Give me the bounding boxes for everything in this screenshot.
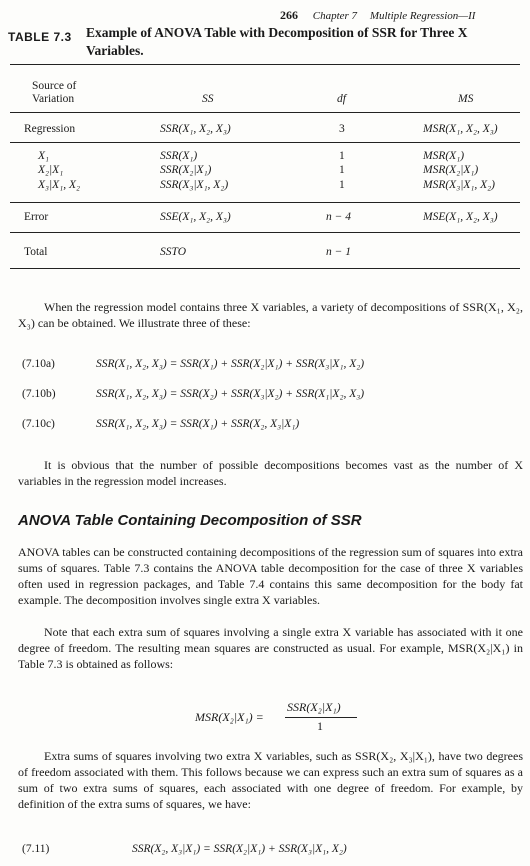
table-title: Example of ANOVA Table with Decomposition of SSR for Three X Variables. bbox=[86, 25, 468, 58]
chapter-label: Chapter 7 bbox=[312, 10, 358, 22]
col-header-ms: MS bbox=[458, 93, 474, 105]
section-heading: ANOVA Table Containing Decomposition of SSR bbox=[18, 512, 362, 529]
running-head bbox=[280, 8, 475, 23]
col-header-source: Source of Variation bbox=[32, 80, 77, 105]
row-x3-source: X₃|X₁, X₂ bbox=[38, 179, 80, 191]
equation-body: SSR(X₁, X₂, X₃) = SSR(X₁) + SSR(X₂, X₃|X₁) bbox=[96, 418, 300, 430]
row-x1-ms: MSR(X₁) bbox=[423, 150, 465, 162]
section-paragraph-1: ANOVA tables can be constructed containing decompositions of the regression sum of squares into extra sums of squares. Table 7.3 contains the ANOVA table decomposition for the case of three X variables often used in regression packages, and Table 7.4 contains this same decomposition for the body fat example. The decomposition involves single extra X variables. bbox=[18, 545, 523, 607]
equation-body: SSR(X₁, X₂, X₃) = SSR(X₂) + SSR(X₃|X₂) + SSR(X₁|X₂, X₃) bbox=[96, 388, 365, 400]
row-x1-df: 1 bbox=[339, 150, 345, 162]
row-x2-df: 1 bbox=[339, 164, 345, 176]
header-rule bbox=[10, 112, 520, 113]
row-x3-ss: SSR(X₃|X₁, X₂) bbox=[160, 179, 229, 191]
equation-number: (7.10b) bbox=[22, 388, 56, 400]
row-error-df: n − 4 bbox=[326, 211, 352, 223]
fraction-bar bbox=[285, 717, 357, 718]
regression-rule bbox=[10, 142, 520, 143]
error-rule bbox=[10, 232, 520, 233]
equation-number: (7.11) bbox=[22, 843, 50, 855]
equation-number: (7.10c) bbox=[22, 418, 55, 430]
section-paragraph-2: Note that each extra sum of squares involving a single extra X variable has associated with it one degree of freedom. The resulting mean squares are constructed as usual. For example, MSR(X₂|X₁) in Table 7.3 is obtained as follows: bbox=[18, 625, 523, 671]
row-x1-ss: SSR(X₁) bbox=[160, 150, 198, 162]
table-bottom-rule bbox=[10, 268, 520, 269]
row-x2-ss: SSR(X₂|X₁) bbox=[160, 164, 212, 176]
row-x2-source: X₂|X₁ bbox=[38, 164, 64, 176]
row-regression-df: 3 bbox=[339, 123, 345, 135]
section-paragraph-3: Extra sums of squares involving two extra X variables, such as SSR(X₂, X₃|X₁), have two degrees of freedom associated with them. This follows because we can express such an extra sum of squares as a sum of two extra sums of squares, each associated with one degree of freedom. For example, by definition of the extra sums of squares, we have: bbox=[18, 749, 523, 811]
row-x3-ms: MSR(X₃|X₁, X₂) bbox=[423, 179, 495, 191]
row-x2-ms: MSR(X₂|X₁) bbox=[423, 164, 479, 176]
row-regression-ms: MSR(X₁, X₂, X₃) bbox=[423, 123, 498, 135]
fraction-numerator: SSR(X₂|X₁) bbox=[287, 700, 341, 714]
row-total-df: n − 1 bbox=[326, 246, 352, 258]
section-label: Multiple Regression—II bbox=[369, 10, 476, 22]
row-total-source: Total bbox=[24, 246, 48, 258]
row-x3-df: 1 bbox=[339, 179, 345, 191]
intro-paragraph: When the regression model contains three X variables, a variety of decompositions of SSR(X₁, X₂, X₃) can be obtained. We illustrate three of these: bbox=[18, 300, 523, 330]
table-label: TABLE 7.3 bbox=[8, 30, 72, 44]
equation-number: (7.10a) bbox=[22, 358, 55, 370]
page-number: 266 bbox=[280, 8, 298, 22]
decomposition-paragraph: It is obvious that the number of possible decompositions becomes vast as the number of X variables in the regression model increases. bbox=[18, 458, 523, 488]
fraction-denominator: 1 bbox=[317, 719, 323, 733]
row-x1-source: X₁ bbox=[38, 150, 50, 162]
row-error-ss: SSE(X₁, X₂, X₃) bbox=[160, 211, 231, 223]
row-regression-ss: SSR(X₁, X₂, X₃) bbox=[160, 123, 231, 135]
decomposition-rule bbox=[10, 202, 520, 203]
table-top-rule bbox=[10, 64, 520, 65]
row-regression-source: Regression bbox=[24, 123, 76, 135]
row-error-source: Error bbox=[24, 211, 49, 223]
row-total-ss: SSTO bbox=[160, 246, 186, 258]
row-error-ms: MSE(X₁, X₂, X₃) bbox=[423, 211, 498, 223]
col-header-ss: SS bbox=[202, 93, 214, 105]
col-header-df: df bbox=[337, 93, 346, 105]
fraction-lhs: MSR(X₂|X₁) = bbox=[195, 710, 264, 724]
equation-body: SSR(X₁, X₂, X₃) = SSR(X₁) + SSR(X₂|X₁) + SSR(X₃|X₁, X₂) bbox=[96, 358, 365, 370]
equation-body: SSR(X₂, X₃|X₁) = SSR(X₂|X₁) + SSR(X₃|X₁, X₂) bbox=[132, 843, 347, 855]
